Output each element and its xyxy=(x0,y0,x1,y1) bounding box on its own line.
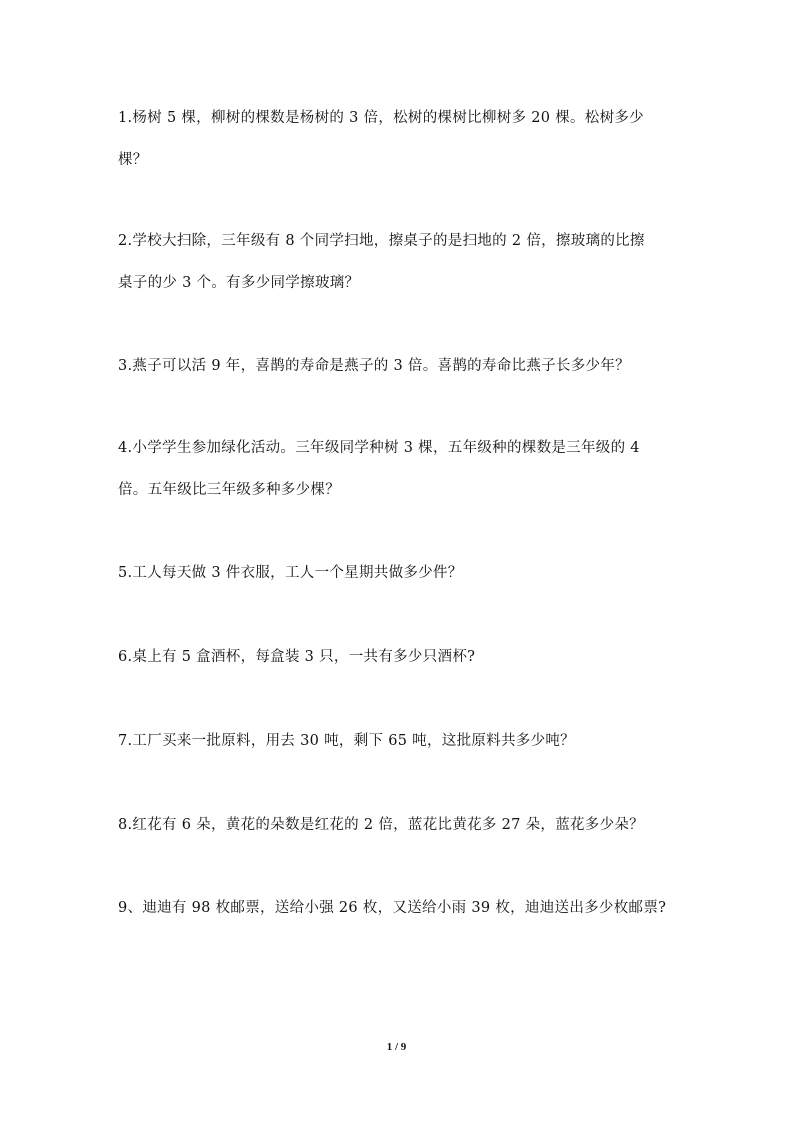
question-4-line-2: 倍。五年级比三年级多种多少棵？ xyxy=(118,482,340,498)
page-number: 1 / 9 xyxy=(386,1041,407,1053)
question-5-line-1: 5.工人每天做 3 件衣服，工人一个星期共做多少件？ xyxy=(118,565,463,581)
question-2-line-1: 2.学校大扫除，三年级有 8 个同学扫地，擦桌子的是扫地的 2 倍，擦玻璃的比擦 xyxy=(118,233,645,249)
question-9-line-1: 9、迪迪有 98 枚邮票，送给小强 26 枚，又送给小雨 39 枚，迪迪送出多少枚邮票? xyxy=(118,900,667,916)
question-3-line-1: 3.燕子可以活 9 年，喜鹊的寿命是燕子的 3 倍。喜鹊的寿命比燕子长多少年？ xyxy=(118,358,630,374)
question-6-line-1: 6.桌上有 5 盒酒杯，每盒装 3 只，一共有多少只酒杯? xyxy=(118,649,476,665)
question-2-line-2: 桌子的少 3 个。有多少同学擦玻璃？ xyxy=(118,275,360,291)
question-1-line-1: 1.杨树 5 棵，柳树的棵数是杨树的 3 倍，松树的棵树比柳树多 20 棵。松树多少 xyxy=(118,110,644,126)
question-4-line-1: 4.小学学生参加绿化活动。三年级同学种树 3 棵，五年级种的棵数是三年级的 4 xyxy=(118,440,640,456)
question-7-line-1: 7.工厂买来一批原料，用去 30 吨，剩下 65 吨，这批原料共多少吨？ xyxy=(118,733,575,749)
question-1-line-2: 棵？ xyxy=(118,152,148,168)
question-8-line-1: 8.红花有 6 朵，黄花的朵数是红花的 2 倍，蓝花比黄花多 27 朵，蓝花多少朵？ xyxy=(118,817,644,833)
